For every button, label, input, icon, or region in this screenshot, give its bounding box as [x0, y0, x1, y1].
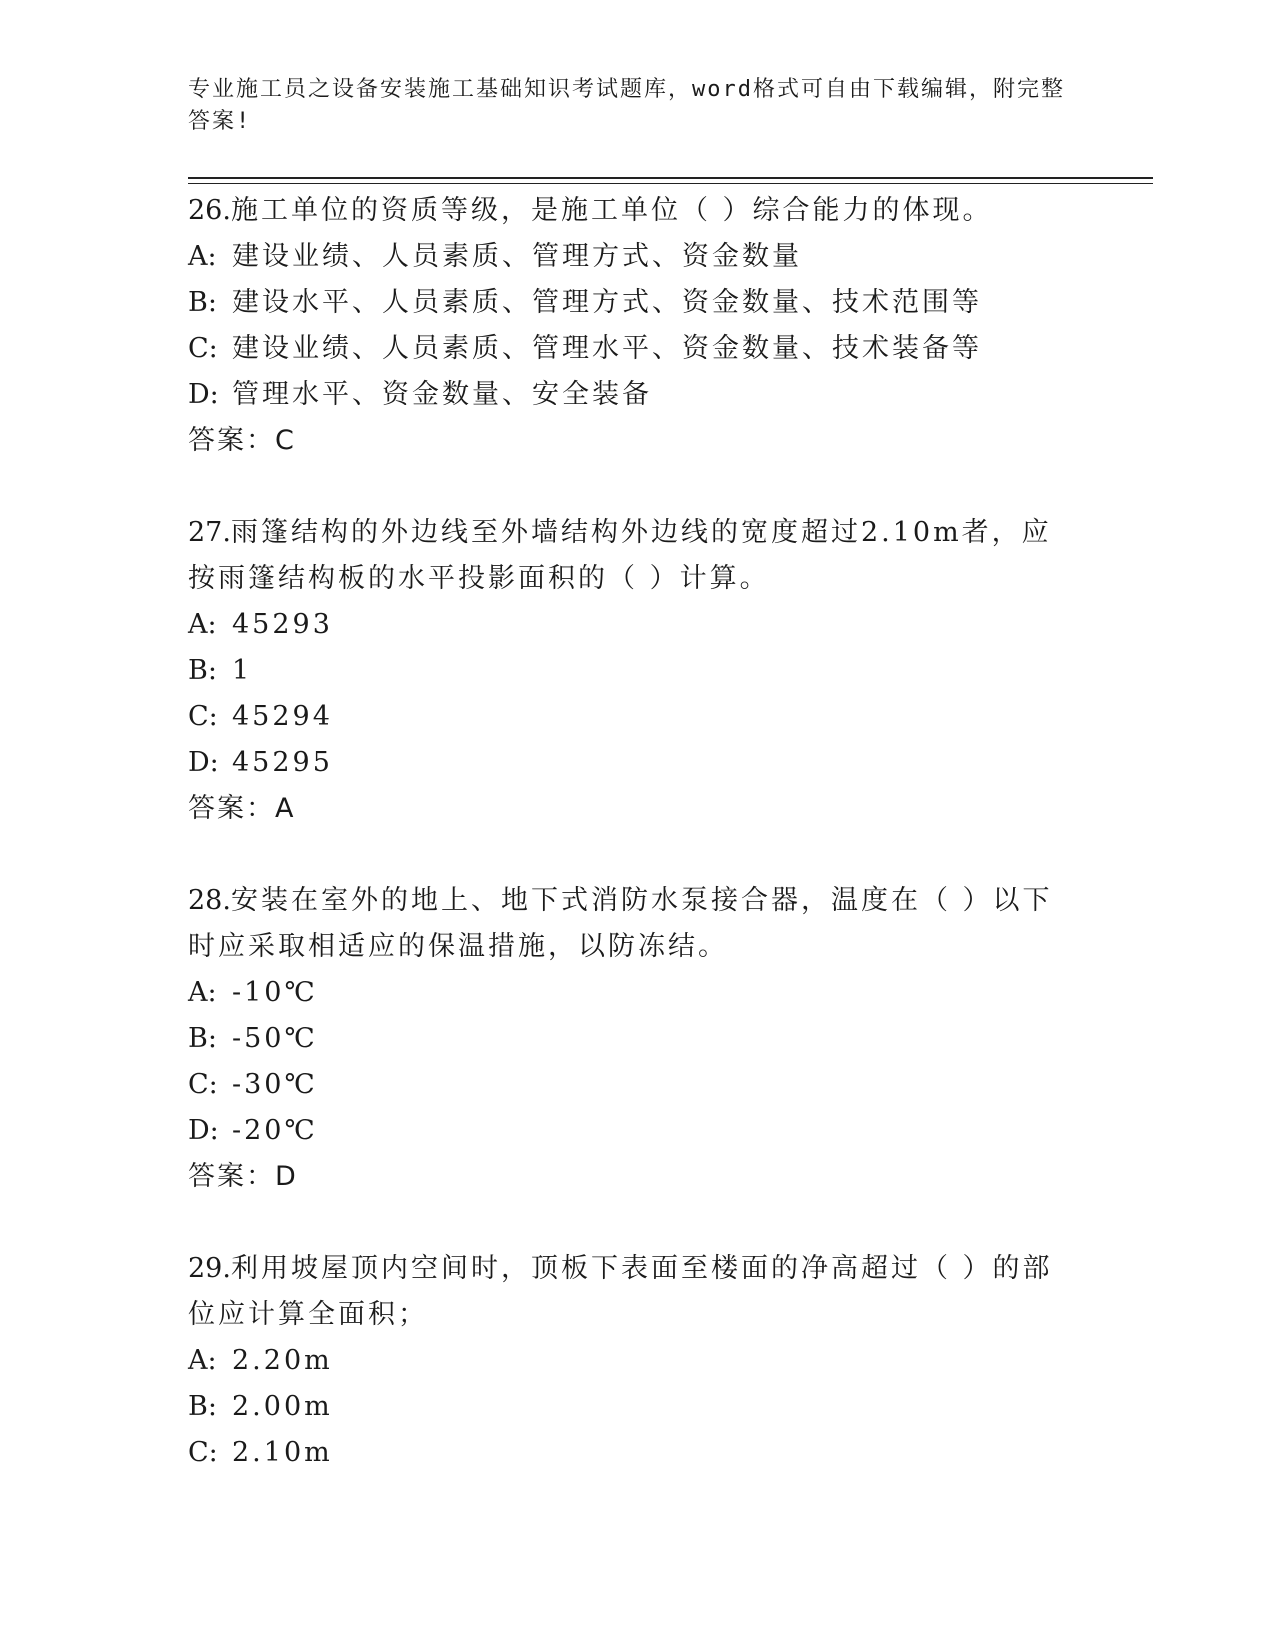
- question-text: [188, 510, 1068, 602]
- option-c: [188, 694, 1068, 740]
- header-rule-thick: [188, 177, 1153, 179]
- document-header: 专业施工员之设备安装施工基础知识考试题库，word格式可自由下载编辑，附完整答案!: [188, 77, 1065, 134]
- option-c: [188, 1430, 1068, 1476]
- option-letter: A:: [188, 977, 217, 1008]
- question-text: [188, 188, 1068, 234]
- question-number: 26.: [188, 195, 231, 226]
- question-28: [188, 878, 1068, 1200]
- question-list: [188, 188, 1068, 1522]
- option-letter: A:: [188, 609, 217, 640]
- option-text: -20℃: [232, 1115, 318, 1146]
- option-b: [188, 1016, 1068, 1062]
- option-d: [188, 740, 1068, 786]
- question-text: [188, 1246, 1068, 1338]
- option-letter: B:: [188, 1391, 217, 1422]
- option-text: 2.10m: [232, 1437, 333, 1468]
- option-c: [188, 326, 1068, 372]
- option-letter: D:: [188, 379, 219, 410]
- option-letter: B:: [188, 655, 217, 686]
- option-a: [188, 602, 1068, 648]
- header-rule-thin: [188, 183, 1153, 184]
- question-stem: 利用坡屋顶内空间时，顶板下表面至楼面的净高超过（ ）的部位应计算全面积；: [188, 1253, 1053, 1330]
- question-stem: 雨篷结构的外边线至外墙结构外边线的宽度超过2.10m者，应按雨篷结构板的水平投影面积的（ ）计算。: [188, 517, 1052, 594]
- question-29: [188, 1246, 1068, 1476]
- option-a: [188, 970, 1068, 1016]
- option-b: [188, 280, 1068, 326]
- question-number: 28.: [188, 885, 231, 916]
- question-number: 29.: [188, 1253, 231, 1284]
- option-text: 建设水平、人员素质、管理方式、资金数量、技术范围等: [232, 287, 982, 318]
- option-c: [188, 1062, 1068, 1108]
- option-text: -10℃: [232, 977, 318, 1008]
- option-letter: D:: [188, 747, 219, 778]
- answer-line: 答案：A: [188, 793, 296, 824]
- option-letter: C:: [188, 1069, 218, 1100]
- option-letter: C:: [188, 701, 218, 732]
- option-text: 45295: [232, 747, 333, 778]
- option-b: [188, 648, 1068, 694]
- option-text: -30℃: [232, 1069, 318, 1100]
- option-d: [188, 372, 1068, 418]
- option-text: 2.00m: [232, 1391, 333, 1422]
- option-text: 1: [232, 655, 253, 686]
- option-text: -50℃: [232, 1023, 318, 1054]
- option-letter: D:: [188, 1115, 219, 1146]
- question-stem: 施工单位的资质等级，是施工单位（ ）综合能力的体现。: [230, 195, 993, 226]
- question-26: [188, 188, 1068, 464]
- question-text: [188, 878, 1068, 970]
- option-text: 45293: [232, 609, 333, 640]
- question-stem: 安装在室外的地上、地下式消防水泵接合器，温度在（ ）以下时应采取相适应的保温措施，以防冻结。: [188, 885, 1053, 962]
- question-27: [188, 510, 1068, 832]
- option-text: 管理水平、资金数量、安全装备: [232, 379, 652, 410]
- option-letter: C:: [188, 1437, 218, 1468]
- question-number: 27.: [188, 517, 231, 548]
- option-letter: A:: [188, 1345, 217, 1376]
- option-text: 2.20m: [232, 1345, 333, 1376]
- option-letter: B:: [188, 287, 217, 318]
- option-a: [188, 1338, 1068, 1384]
- option-letter: A:: [188, 241, 217, 272]
- option-a: [188, 234, 1068, 280]
- option-text: 45294: [232, 701, 333, 732]
- option-letter: B:: [188, 1023, 217, 1054]
- option-text: 建设业绩、人员素质、管理水平、资金数量、技术装备等: [232, 333, 982, 364]
- option-text: 建设业绩、人员素质、管理方式、资金数量: [232, 241, 802, 272]
- option-letter: C:: [188, 333, 218, 364]
- option-b: [188, 1384, 1068, 1430]
- answer-line: 答案：D: [188, 1161, 298, 1192]
- option-d: [188, 1108, 1068, 1154]
- answer-line: 答案：C: [188, 425, 296, 456]
